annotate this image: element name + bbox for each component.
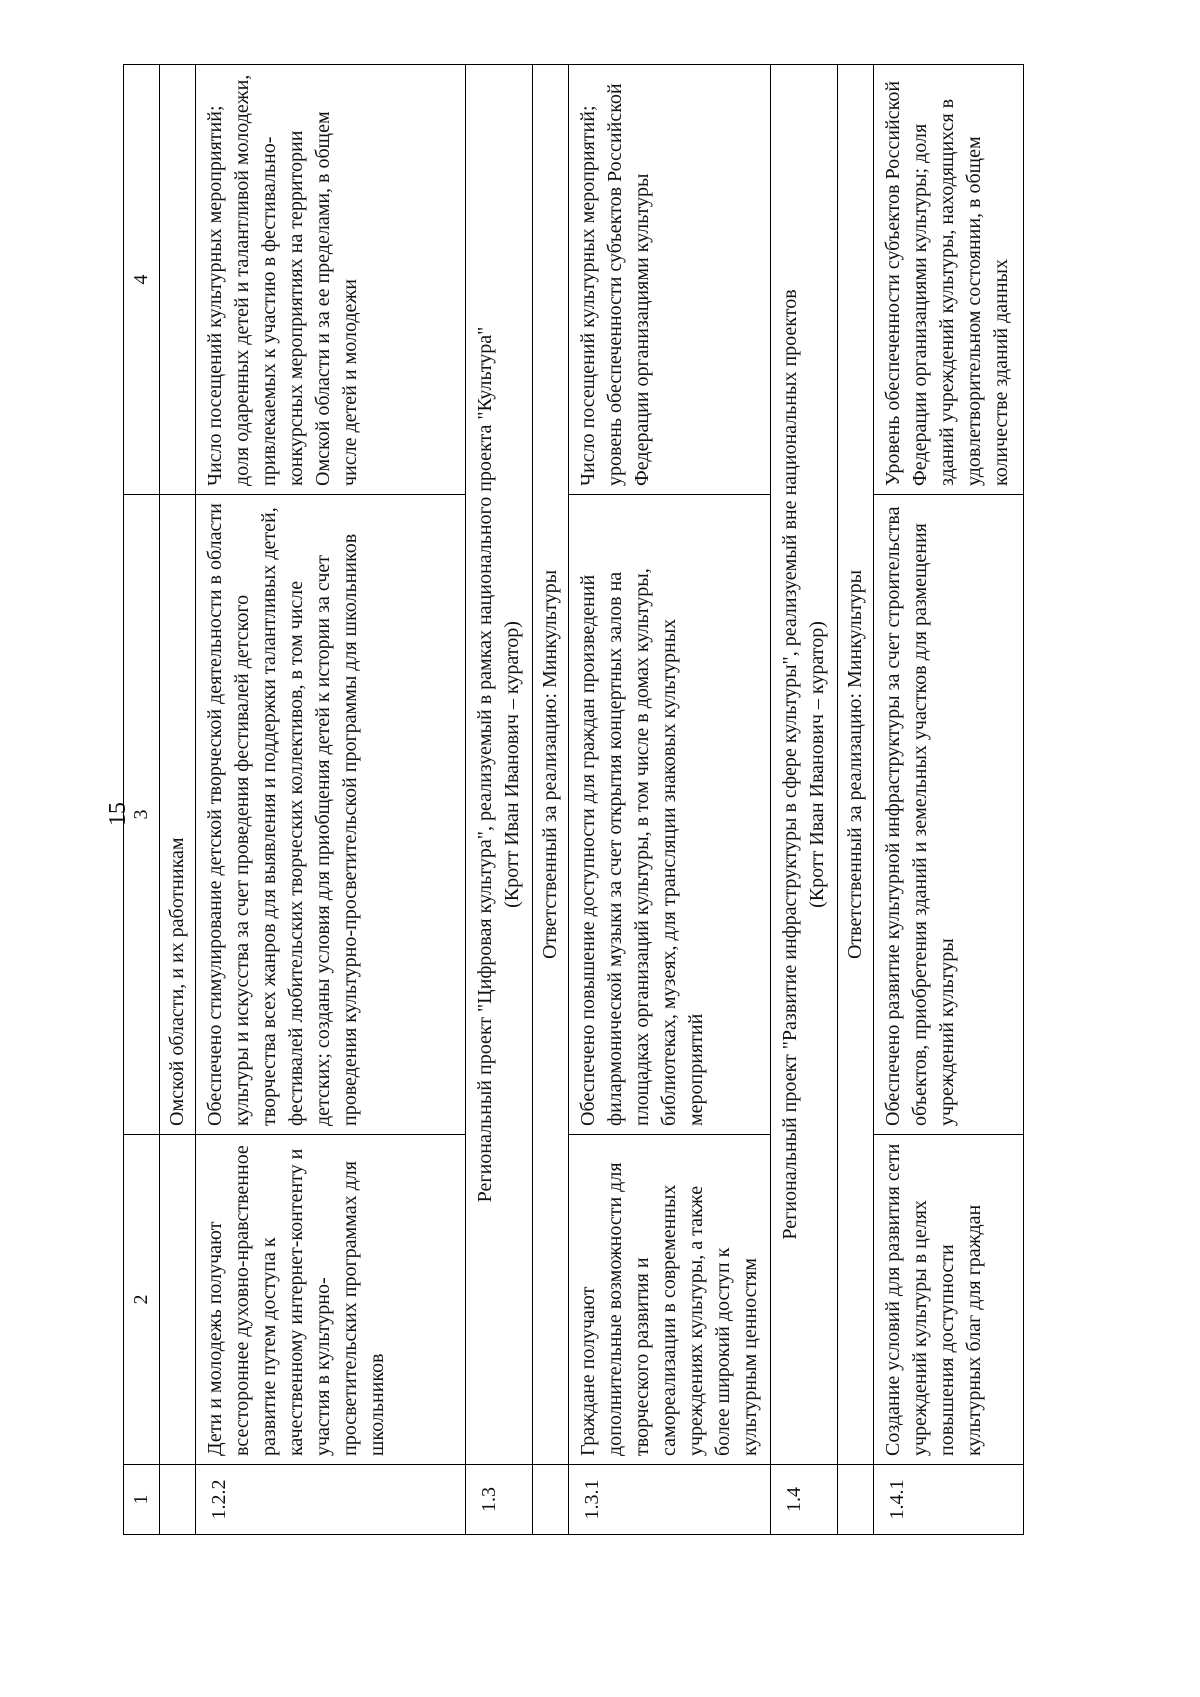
responsible-row bbox=[838, 65, 874, 1535]
section-title: Региональный проект "Развитие инфраструктуры в сфере культуры", реализуемый вне национальных проектов bbox=[779, 289, 801, 1240]
section-title-cell bbox=[771, 65, 838, 1465]
empty-cell bbox=[160, 1135, 196, 1465]
table-row bbox=[569, 65, 771, 1535]
table-row bbox=[874, 65, 1024, 1535]
row-number: 1.4.1 bbox=[874, 1465, 1024, 1535]
responsible-cell: Ответственный за реализацию: Минкультуры bbox=[838, 65, 874, 1465]
column-header-2: 2 bbox=[124, 1135, 160, 1465]
result-cell: Обеспечено стимулирование детской творческой деятельности в области культуры и искусства за счет проведения фестивалей детского творчества всех жанров для выявления и поддержки талантливых детей, фестивалей любительских творческих коллективов, в том числе детских; созданы условия для приобщения детей к истории за счет проведения культурно-просветительской программы для школьников bbox=[196, 495, 466, 1135]
responsible-cell: Ответственный за реализацию: Минкультуры bbox=[533, 65, 569, 1465]
empty-cell bbox=[160, 1465, 196, 1535]
column-header-1: 1 bbox=[124, 1465, 160, 1535]
task-cell: Граждане получают дополнительные возможности для творческого развития и самореализации в современных учреждениях культуры, а также более широкий доступ к культурным ценностям bbox=[569, 1135, 771, 1465]
column-header-4: 4 bbox=[124, 65, 160, 495]
row-number: 1.3.1 bbox=[569, 1465, 771, 1535]
empty-cell bbox=[533, 1465, 569, 1535]
row-number: 1.2.2 bbox=[196, 1465, 466, 1535]
continued-text-cell: Омской области, и их работникам bbox=[160, 495, 196, 1135]
indicator-cell: Число посещений культурных мероприятий; уровень обеспеченности субъектов Российской Федерации организациями культуры bbox=[569, 65, 771, 495]
column-header-3: 3 bbox=[124, 495, 160, 1135]
responsible-row bbox=[533, 65, 569, 1535]
table-row bbox=[196, 65, 466, 1535]
task-cell: Создание условий для развития сети учреждений культуры в целях повышения доступности культурных благ для граждан bbox=[874, 1135, 1024, 1465]
indicator-cell: Уровень обеспеченности субъектов Российской Федерации организациями культуры; доля зданий учреждений культуры, находящихся в удовлетворительном состоянии, в общем количестве зданий данных bbox=[874, 65, 1024, 495]
table-row bbox=[160, 65, 196, 1535]
result-cell: Обеспечено развитие культурной инфраструктуры за счет строительства объектов, приобретения зданий и земельных участков для размещения учреждений культуры bbox=[874, 495, 1024, 1135]
row-number: 1.3 bbox=[466, 1465, 533, 1535]
row-number: 1.4 bbox=[771, 1465, 838, 1535]
project-table bbox=[123, 64, 1024, 1535]
empty-cell bbox=[160, 65, 196, 495]
indicator-cell: Число посещений культурных мероприятий; доля одаренных детей и талантливой молодежи, привлекаемых к участию в фестивально-конкурсных мероприятиях на территории Омской области и за ее пределами, в общем числе детей и молодежи bbox=[196, 65, 466, 495]
section-row bbox=[466, 65, 533, 1535]
rotated-page-content bbox=[123, 65, 1103, 1535]
section-curator: (Кротт Иван Иванович – куратор) bbox=[501, 621, 523, 908]
column-header-row bbox=[124, 65, 160, 1535]
result-cell: Обеспечено повышение доступности для граждан произведений филармонической музыки за счет открытия концертных залов на площадках организаций культуры, в том числе в домах культуры, библиотеках, музеях, для трансляции знаковых культурных мероприятий bbox=[569, 495, 771, 1135]
section-title: Региональный проект "Цифровая культура", реализуемый в рамках национального проекта "Культура" bbox=[474, 326, 496, 1203]
section-row bbox=[771, 65, 838, 1535]
section-title-cell bbox=[466, 65, 533, 1465]
empty-cell bbox=[838, 1465, 874, 1535]
page-number: 15 bbox=[104, 802, 131, 826]
section-curator: (Кротт Иван Иванович – куратор) bbox=[806, 621, 828, 908]
task-cell: Дети и молодежь получают всестороннее духовно-нравственное развитие путем доступа к качественному интернет-контенту и участия в культурно-просветительских программах для школьников bbox=[196, 1135, 466, 1465]
